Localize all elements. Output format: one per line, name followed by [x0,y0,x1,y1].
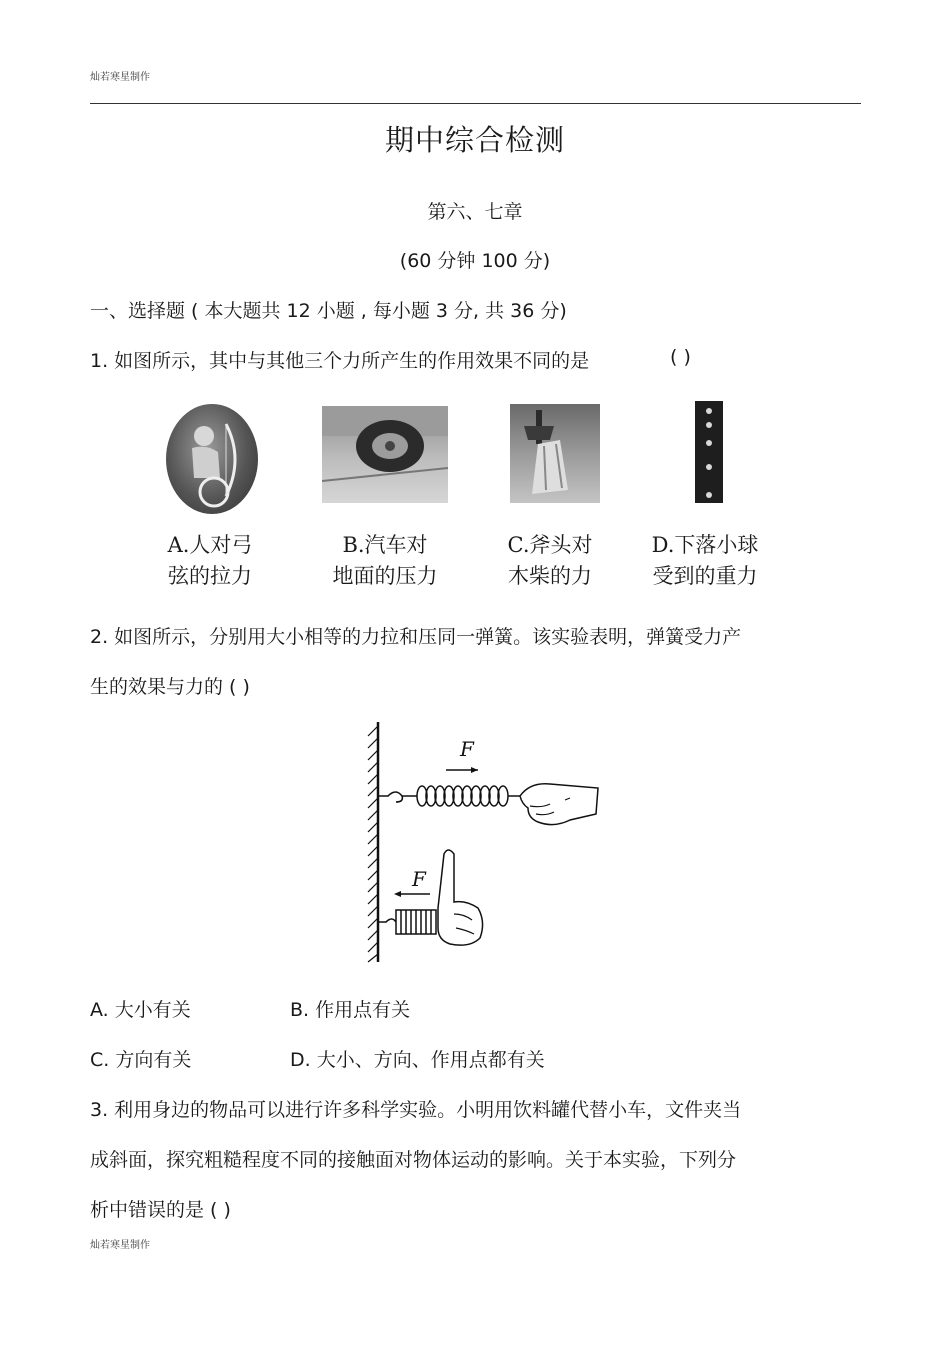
caption-b [315,530,455,592]
caption-c [480,530,620,592]
caption-a-line2: 弦的拉力 [168,564,252,588]
time-score: (60 分钟 100 分) [399,250,551,272]
caption-a [140,530,280,592]
q2-option-c: C. 方向有关 [90,1049,192,1071]
caption-b-line2: 地面的压力 [332,564,438,588]
header-watermark: 灿若寒星制作 [90,72,150,83]
section-heading: 一、选择题 ( 本大题共 12 小题 , 每小题 3 分, 共 36 分) [90,300,567,322]
q1-stem: 1. 如图所示，其中与其他三个力所产生的作用效果不同的是 [90,350,590,372]
pulling-hand [520,784,598,825]
caption-d [630,530,780,592]
caption-c-line1: C.斧头对 [507,533,593,557]
caption-b-line1: B.汽车对 [342,533,428,557]
page-title: 期中综合检测 [384,123,565,157]
hook-top [378,792,402,802]
q2-stem-line1: 2. 如图所示，分别用大小相等的力拉和压同一弹簧。该实验表明，弹簧受力产 [90,626,742,648]
q1-blank: ( ) [670,346,691,368]
footer-watermark: 灿若寒星制作 [90,1240,150,1251]
falling-ball-photo [695,401,723,503]
spring-diagram [360,722,610,967]
spring-stretched [402,786,520,806]
force-label-top: F [460,737,474,761]
pushing-hand [438,850,483,945]
bow-photo [166,404,258,514]
page-subtitle: 第六、七章 [427,201,523,223]
header-rule [90,103,861,104]
caption-d-line2: 受到的重力 [652,564,758,588]
q3-line2: 成斜面，探究粗糙程度不同的接触面对物体运动的影响。关于本实验，下列分 [90,1149,737,1171]
caption-a-line1: A.人对弓 [167,533,253,557]
q2-option-d: D. 大小、方向、作用点都有关 [290,1049,545,1071]
q2-option-a: A. 大小有关 [90,999,191,1021]
wall-hatching [368,726,378,962]
q3-line3: 析中错误的是 ( ) [90,1199,231,1221]
spring-figure [360,722,610,967]
q2-stem-line2: 生的效果与力的 ( ) [90,676,250,698]
caption-d-line1: D.下落小球 [651,533,759,557]
q2-option-b: B. 作用点有关 [290,999,411,1021]
hook-bottom [378,919,396,922]
axe-wood-photo [510,404,600,503]
q3-line1: 3. 利用身边的物品可以进行许多科学实验。小明用饮料罐代替小车，文件夹当 [90,1099,742,1121]
caption-c-line2: 木柴的力 [508,564,592,588]
car-tyre-photo [322,406,448,503]
force-label-bottom: F [412,867,426,891]
